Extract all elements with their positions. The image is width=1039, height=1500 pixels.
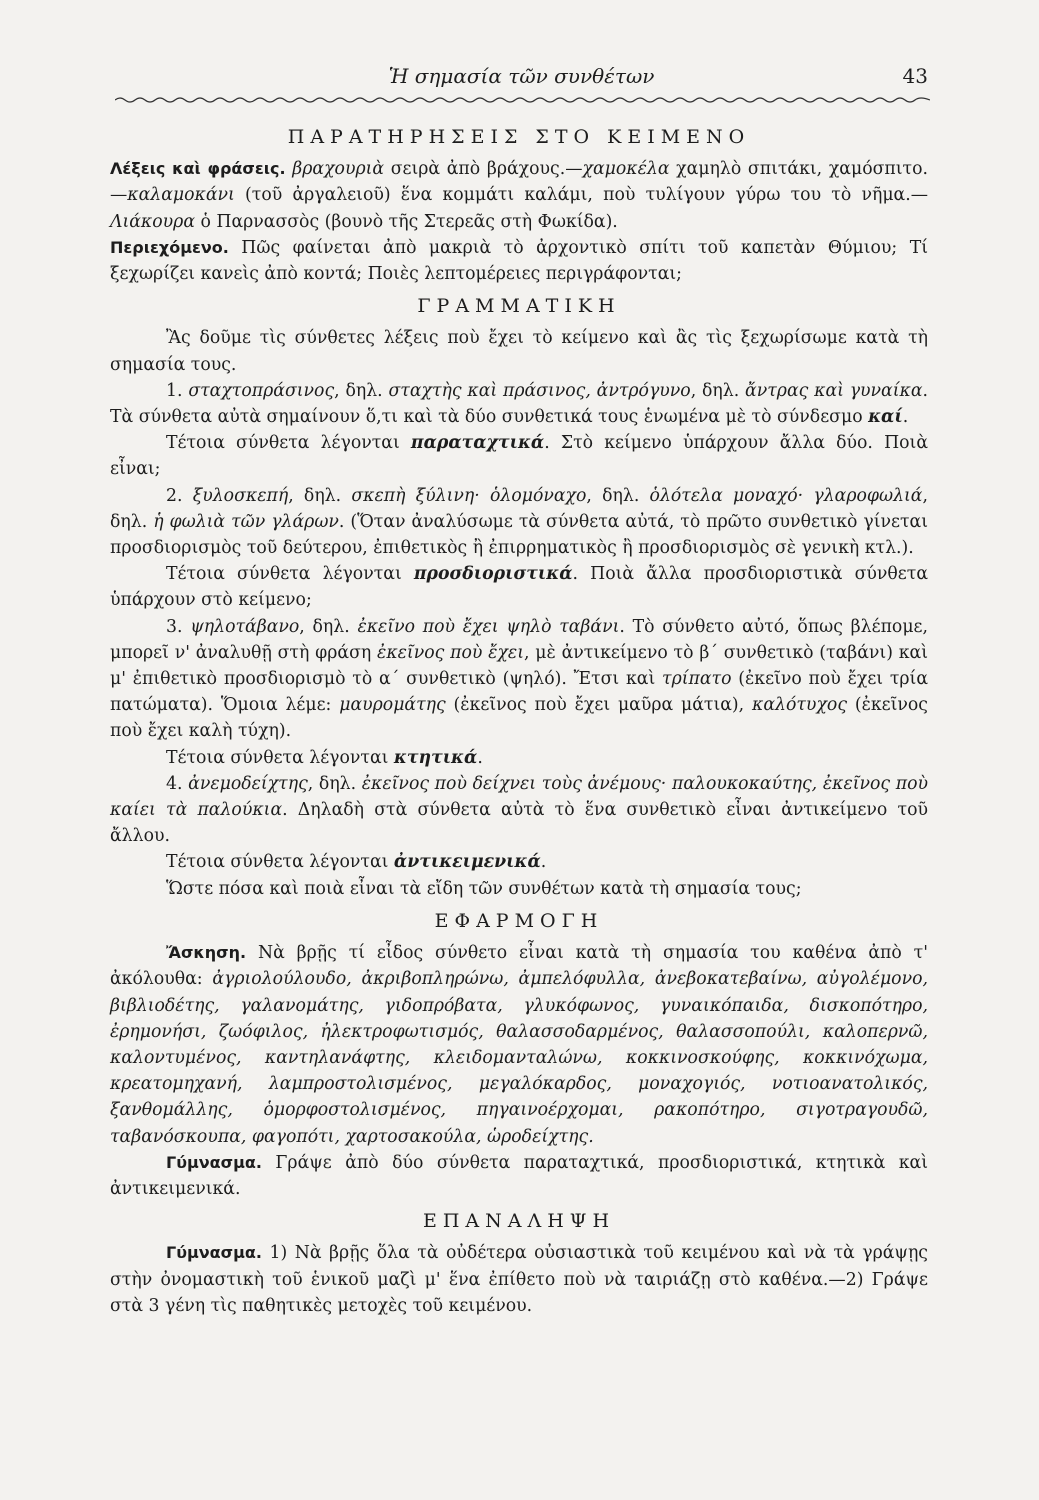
definition: χαμηλὸ σπιτάκι, χαμόσπιτο.— — [110, 159, 928, 206]
example-word: καλότυχος — [752, 695, 847, 716]
term: βραχουριὰ — [292, 159, 385, 180]
wavy-rule — [115, 95, 930, 105]
example-word: σκεπὴ ξύλινη· ὁλομόναχο — [351, 485, 587, 506]
paragraph-item-2 — [110, 483, 928, 562]
text: (ἐκεῖνος ποὺ ἔχει μαῦρα μάτια), — [445, 695, 753, 716]
text: . — [540, 852, 547, 873]
example-word: μαυρομάτης — [339, 695, 446, 716]
label-review-gymnasma: Γύμνασμα. — [166, 1243, 262, 1263]
text: , δηλ. — [334, 380, 389, 401]
example-word: ἀνεμοδείχτης — [188, 773, 308, 794]
term: Λιάκουρα — [110, 211, 195, 232]
section-heading-observations: ΠΑΡΑΤΗΡΗΣΕΙΣ ΣΤΟ ΚΕΙΜΕΝΟ — [287, 126, 751, 148]
paragraph-content — [110, 235, 928, 287]
term-type: κτητικά — [393, 747, 478, 768]
term-type: προσδιοριστικά — [413, 564, 573, 585]
text: . — [477, 747, 483, 768]
label-gymnasma: Γύμνασμα. — [166, 1152, 262, 1172]
text: Τέτοια σύνθετα λέγονται — [166, 852, 394, 873]
label-content: Περιεχόμενο. — [110, 237, 229, 257]
text: . Τὰ σύνθετα αὐτὰ σημαίνουν ὅ,τι καὶ τὰ δύο συνθετικά τους ἑνωμένα μὲ τὸ σύνδεσμο — [110, 380, 929, 428]
definition: σειρὰ ἀπὸ βράχους.— — [384, 159, 583, 180]
text: Τέτοια σύνθετα λέγονται — [166, 564, 414, 585]
running-title: Ἡ σημασία τῶν συνθέτων — [388, 64, 655, 88]
text: . — [902, 407, 909, 428]
item-number: 4. — [166, 773, 189, 794]
paragraph-exercise — [110, 940, 928, 1150]
term-type: παραταχτικά — [410, 433, 545, 454]
page-body — [110, 118, 928, 1319]
example-word: ἐκεῖνο ποὺ ἔχει ψηλὸ ταβάνι — [357, 616, 620, 637]
item-number: 2. — [166, 485, 193, 506]
example-word: ξυλοσκεπή — [192, 485, 289, 506]
text: Τέτοια σύνθετα λέγονται — [166, 747, 394, 768]
paragraph-intro: Ἂς δοῦμε τὶς σύνθετες λέξεις ποὺ ἔχει τὸ κείμενο καὶ ἂς τὶς ξεχωρίσωμε κατὰ τὴ σημασία τους. — [110, 328, 928, 375]
text: , δηλ. — [299, 616, 358, 637]
section-heading-application: ΕΦΑΡΜΟΓΗ — [434, 909, 604, 932]
label-words: Λέξεις καὶ φράσεις. — [110, 159, 286, 179]
text: , δηλ. — [690, 380, 746, 401]
paragraph-item-1 — [110, 378, 928, 430]
definition: ὁ Παρνασσὸς (βουνὸ τῆς Στερεᾶς στὴ Φωκίδα). — [195, 211, 618, 232]
gymnasma-text: Γράψε ἀπὸ δύο σύνθετα παραταχτικά, προσδιοριστικά, κτητικὰ καὶ ἀντικειμενικά. — [110, 1152, 928, 1199]
example-word: ὁλότελα μοναχό· γλαροφωλιά — [649, 485, 923, 506]
paragraph-item-3 — [110, 614, 928, 745]
text: . (Ὅταν ἀναλύσωμε τὰ σύνθετα αὐτά, τὸ πρῶτο συνθετικὸ γίνεται προσδιορισμὸς τοῦ δεύτερου, ἐπιθετικὸς ἢ ἐπιρρηματικὸς ἢ προσδιορισμὸς σὲ γενικὴ κτλ.). — [110, 511, 929, 559]
item-number: 3. — [166, 616, 191, 637]
content-questions: Πῶς φαίνεται ἀπὸ μακριὰ τὸ ἀρχοντικὸ σπίτι τοῦ καπετὰν Θύμιου; Τί ξεχωρίζει κανεὶς ἀπὸ κοντά; Ποιὲς λεπτομέρειες περιγράφονται; — [110, 237, 928, 285]
example-word: ἐκεῖνος ποὺ δείχνει τοὺς ἀνέμους· παλουκοκαύτης, ἐκεῖνος ποὺ καίει τὰ παλούκια — [110, 773, 929, 821]
definition: (τοῦ ἀργαλειοῦ) ἕνα κομμάτι καλάμι, ποὺ τυλίγουν γύρω του τὸ νῆμα.— — [234, 185, 928, 206]
review-text: 1) Νὰ βρῇς ὅλα τὰ οὐδέτερα οὐσιαστικὰ τοῦ κειμένου καὶ νὰ τὰ γράψῃς στὴν ὀνομαστικὴ τοῦ ἑνικοῦ μαζὶ μ' ἕνα ἐπίθετο ποὺ νὰ ταιριάζῃ στὸ καθένα.—2) Γράψε στὰ 3 γένη τὶς παθητικὲς μετοχὲς τοῦ κειμένου. — [110, 1243, 928, 1316]
example-word: σταχτοπράσινος — [188, 380, 335, 401]
text: , δηλ. — [288, 485, 352, 506]
example-word: τρίπατο — [662, 669, 732, 690]
running-head — [115, 64, 928, 94]
paragraph-call-1 — [110, 430, 928, 482]
text: , μὲ ἀντικείμενο τὸ β΄ συνθετικὸ (ταβάνι) καὶ μ' ἐπιθετικὸ προσδιορισμὸ τὸ α΄ συνθετικὸ (ψηλό). Ἔτσι καὶ — [110, 642, 928, 690]
paragraph-words — [110, 156, 928, 235]
paragraph-call-3 — [110, 745, 928, 771]
text: . Δηλαδὴ στὰ σύνθετα αὐτὰ τὸ ἕνα συνθετικὸ εἶναι ἀντικείμενο τοῦ ἄλλου. — [110, 800, 928, 847]
section-heading-review: ΕΠΑΝΑΛΗΨΗ — [422, 1210, 616, 1233]
example-word: ἡ φωλιὰ τῶν γλάρων — [153, 511, 339, 532]
paragraph-closing-question: Ὥστε πόσα καὶ ποιὰ εἶναι τὰ εἴδη τῶν συνθέτων κατὰ τὴ σημασία τους; — [166, 878, 802, 899]
exercise-text: Νὰ βρῇς τί εἶδος σύνθετο εἶναι κατὰ τὴ σημασία του καθένα ἀπὸ τ' ἀκόλουθα: — [110, 943, 928, 990]
text: , δηλ. — [307, 773, 362, 794]
emphasis: καί — [868, 407, 903, 428]
example-word: σταχτὴς καὶ πράσινος, ἀντρόγυνο — [388, 380, 691, 401]
example-word: ἄντρας καὶ γυναίκα — [745, 380, 923, 401]
example-word: ἐκεῖνος ποὺ ἔχει — [377, 642, 524, 663]
paragraph-review — [110, 1240, 928, 1319]
text: (ἐκεῖνο ποὺ ἔχει τρία πατώματα). Ὅμοια λέμε: — [110, 669, 928, 716]
exercise-word-list: ἀγριολούλουδο, ἀκριβοπληρώνω, ἀμπελόφυλλα, ἀνεβοκατεβαίνω, αὐγολέμονο, βιβλιοδέτης, γαλανομάτης, γιδοπρόβατα, γλυκόφωνος, γυναικόπαιδα, δισκοπότηρο, ἐρημονήσι, ζωόφιλος, ἠλεκτροφωτισμός, θαλασσοδαρμένος, θαλασσοπούλι, καλοπερνῶ, καλοντυμένος, καντηλανάφτης, κλειδομανταλώνω, κοκκινοσκούφης, κοκκινόχωμα, κρεατομηχανή, λαμπροστολισμένος, μεγαλόκαρδος, μοναχογιός, νοτιοανατολικός, ξανθομάλλης, ὁμορφοστολισμένος, πηγαινοέρχομαι, ρακοπότηρο, σιγοτραγουδῶ, ταβανόσκουπα, φαγοπότι, χαρτοσακούλα, ὡροδείχτης. — [110, 969, 928, 1147]
text: (ἐκεῖνος ποὺ ἔχει καλὴ τύχη). — [110, 695, 928, 742]
section-heading-grammar: ΓΡΑΜΜΑΤΙΚΗ — [417, 295, 621, 318]
example-word: ψηλοτάβανο — [190, 616, 300, 637]
text: Τέτοια σύνθετα λέγονται — [166, 433, 411, 454]
paragraph-call-4 — [110, 849, 928, 875]
paragraph-item-4 — [110, 771, 928, 850]
text: . Τὸ σύνθετο αὐτό, ὅπως βλέπομε, μπορεῖ ν' ἀναλυθῇ στὴ φράση — [110, 616, 929, 663]
term: καλαμοκάνι — [127, 185, 235, 206]
text: , δηλ. — [110, 485, 928, 532]
term-type: ἀντικειμενικά — [393, 852, 541, 873]
paragraph-call-2 — [110, 561, 928, 613]
text: . Ποιὰ ἄλλα προσδιοριστικὰ σύνθετα ὑπάρχουν στὸ κείμενο; — [110, 564, 928, 611]
paragraph-gymnasma — [110, 1150, 928, 1202]
item-number: 1. — [166, 380, 189, 401]
label-exercise: Ἄσκηση. — [166, 943, 247, 963]
text: , δηλ. — [586, 485, 650, 506]
text: . Στὸ κείμενο ὑπάρχουν ἄλλα δύο. Ποιὰ εἶναι; — [110, 433, 929, 480]
page-number: 43 — [902, 64, 928, 88]
term: χαμοκέλα — [582, 159, 670, 180]
